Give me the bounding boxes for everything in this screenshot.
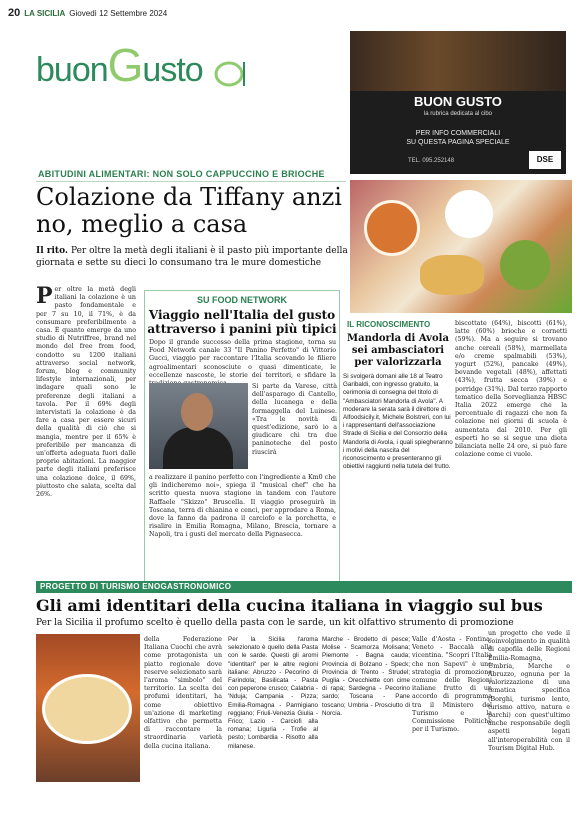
logo-part-2: G [107, 39, 143, 91]
lower-deck: Per la Sicilia il profumo scelto è quello della pasta con le sarde, un kit olfattivo strumento di promozione [36, 618, 514, 628]
box-paragraph-3: a realizzare il panino perfetto con l'ingrediente a Km0 che gli indicheremo noi», spiega il "musical chef" che ha scritto questa nuova stagione in tandem con l'autore Raffaele "Skizzo" Bruscella. Il viaggio proseguirà in Toscana, terra di chianina e cenci, per approdare a Roma, dove la fanno da padrona il carciofo e la porchetta, e risalire in Emilia Romagna, Milano, Brescia, tornare a Napoli, tra i gusti del mercato della Pignasecca. [149, 474, 336, 539]
deck-label: Il rito. [36, 246, 69, 256]
box-paragraph-2: Si parte da Varese, città dell'asparago di Cantello, della lucanega e della formaggella del Luinese. «Tra le novità di quest'edizione, sarò io a giudicare chi tra due paninoteche del posto riuscirà [252, 383, 337, 456]
sidebar-mandorla [343, 320, 453, 471]
logo-part-3: usto [142, 51, 203, 89]
deck-text: Per oltre la metà degli italiani è il pasto più importante della giornata e sette su dieci lo consumano tra le mure domestiche [36, 246, 348, 268]
chef-photo [149, 383, 248, 469]
breakfast-photo [350, 180, 572, 313]
article-column-4: biscottate (64%), biscotti (61%), latte (60%) brioche e cornetti (59%). Ma a seguire si trovano anche cereali (58%), marmellata e/o creme spalmabili (53%), yogurt (52%), pancake (49%), bevande vegetali (48%), affettati (43%), frutta secca (39%) e porridge (31%). Dal terzo rapporto tematico della Sorveglianza HBSC Italia 2022 emerge che la percentuale di ragazzi che non fa colazione nei giorni di scuola è aumentata dal 2010. Per gli esperti ho se si segue una dieta bilanciata nelle 24 ore, si può fare colazione come ci vuole. [455, 320, 567, 459]
section-band: PROGETTO DI TURISMO ENOGASTRONOMICO [36, 581, 572, 593]
divider [36, 181, 346, 182]
page-number: 20 [8, 7, 21, 19]
ad-info [350, 129, 566, 147]
side-text: Si svolgerà domani alle 18 al Teatro Garibaldi, con ingresso gratuito, la cerimonia di consegna del titolo di "Ambasciatori Mandorla di Avola". A moderare la serata sarà il direttore di Alfoodsicily.it, Michele Bolstreri, con lui i rappresentanti dell'associazione Strade di Sicilia e del Consorzio della Mandorla di Avola, i quali spiegheranno i motivi della nascita del riconoscimento e presenteranno gli obiettivi raggiunti nella tutela del frutto. [343, 373, 453, 471]
logo-part-1: buon [36, 51, 108, 89]
side-kicker: IL RICONOSCIMENTO [347, 320, 431, 329]
food-photo [36, 634, 140, 782]
page-header [8, 6, 572, 20]
article-headline: Colazione da Tiffany anzi no, meglio a casa [36, 183, 342, 238]
side-title: Mandorla di Avola sei ambasciatori per valorizzarla [347, 333, 449, 368]
article-kicker: ABITUDINI ALIMENTARI: NON SOLO CAPPUCCINO E BRIOCHE [38, 169, 325, 179]
ad-photo [350, 31, 566, 91]
newspaper-name: LA SICILIA [24, 8, 66, 18]
ad-info-line-1: PER INFO COMMERCIALI [415, 130, 501, 137]
lower-column-2: della Federazione Italiana Cuochi che avrà come protagonista un piatto regionale dove reserve selezionato sarà l'aroma "simbolo" del territorio. La scelta dei profumi identitari, ha come obiettivo un'azione di marketing olfattivo che permetta di raccontare la straordinaria varietà della cucina italiana. [144, 636, 223, 750]
lower-column-5: Valle d'Aosta - Fontina; Veneto - Baccalà alla vicentina. "Scopri l'Italia che non Sapevi" è una strategia di promozione comune delle Regioni italiane frutto di un accordo di programma tra il Ministero del Turismo e la Commissione Politiche per il Turismo. [412, 636, 492, 734]
article-deck [36, 245, 351, 269]
advertisement[interactable] [350, 31, 566, 174]
ad-title: BUON GUSTO [414, 94, 502, 109]
issue-date: Giovedì 12 Settembre 2024 [69, 8, 168, 18]
sidebar-box-food-network [144, 290, 340, 582]
lower-headline: Gli ami identitari della cucina italiana in viaggio sul bus [36, 596, 543, 615]
lower-column-3: Per la Sicilia l'aroma selezionato è quello della Pasta con le sarde. Questi gli aromi "identitari" per le altre regioni italiane: Abruzzo - Pecorino di Farindola; Basilicata - Pasta con peperone crusco; Calabria - 'Nduja; Campania - Pizza; Emilia-Romagna - Parmigiano reggiano; Friuli-Venezia Giulia - Frico; Lazio - Carciofi alla romana; Liguria - Trofie al pesto; Lombardia - Risotto alla milanese. [228, 636, 318, 750]
box-paragraph-1: Dopo il grande successo della prima stagione, torna su Food Network canale 33 "Il Panino Perfetto" di Vittorio Gucci, viaggio per raccontare l'Italia scovando le filiere agroalimentari sconosciute o quasi dimenticate, le eccellenze nascoste, le storie dei territori, e sfidare la [149, 339, 336, 379]
lower-column-4: Marche - Brodetto di pesce; Molise - Scamorza Molisana; Piemonte - Bagna cauda; Provincia di Bolzano - Speck; Provincia di Trento - Strudel; Puglia - Orecchiette con cime di rapa; Sardegna - Pecorino sardo; Toscana - Pane toscano; Umbria - Prosciutto di Norcia. [322, 636, 410, 717]
ad-brand: DSE [529, 151, 561, 169]
article-column-1 [36, 283, 136, 499]
drop-cap: P [36, 283, 53, 309]
box-kicker: SU FOOD NETWORK [197, 295, 287, 305]
section-logo [36, 38, 203, 92]
ad-info-line-2: SU QUESTA PAGINA SPECIALE [406, 139, 510, 146]
plate-icon [213, 60, 249, 88]
ad-phone: TEL. 095.252148 [408, 158, 455, 164]
box-title: Viaggio nell'Italia del gusto attraverso i panini più tipici [147, 308, 337, 336]
ad-subtitle: la rubrica dedicata al cibo [423, 111, 493, 117]
lower-column-6: un progetto che vede il coinvolgimento in qualità di capofila delle Regioni Emilia-Romagna, Umbria, Marche e Abruzzo, ognuna per la valorizzazione di una tematica specifica (Borghi, turismo lento, turismo attivo, natura e parchi) con quest'ultimo anche responsabile degli aspetti legati all'interoperabilità con il Tourism Digital Hub. [488, 630, 570, 752]
column-1-text: er oltre la metà degli italiani la colazione è un pasto fondamentale e per 7 su 10, il 71%, è da consumare preferibilmente a casa. È quanto emerge da uno studio di Nutriffree, brand nel mondo del free from food, condotto su 1200 italiani attraverso social network, forum, blog e community lifestyle internazionali, per indagare quali sono le preferenze degli italiani a tavola. Per il 69% degli intervistati la colazione è da fare a casa per essere sicuri della qualità di ciò che si mangia, mentre per il 65% è preferibile per mancanza di un'offerta adeguata fuori dalle proprie abitazioni. La maggior parte degli italiani preferisce una colazione dolce, il 69%, piuttosto che salata, scelta dal 26%. [36, 286, 136, 499]
